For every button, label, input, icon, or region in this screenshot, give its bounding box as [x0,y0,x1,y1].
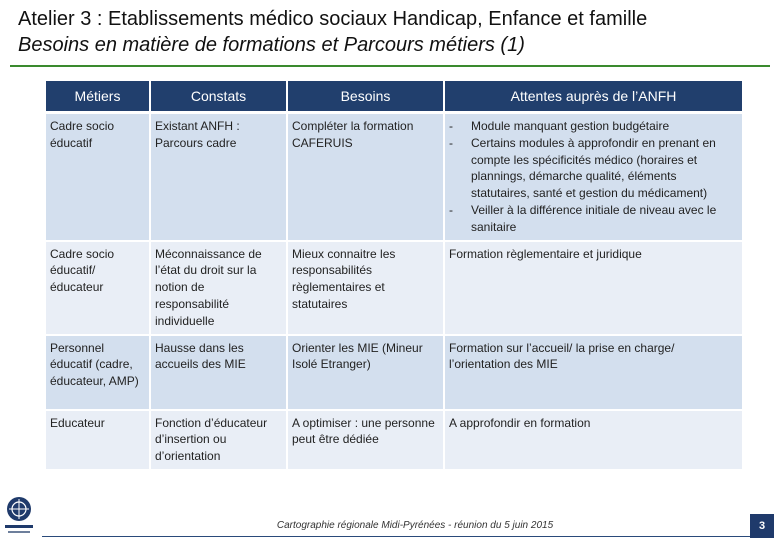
table-row [46,241,742,335]
dash-bullet-icon: - [449,135,453,150]
cell-metier: Cadre socio éducatif [46,113,150,241]
slide-title: Atelier 3 : Etablissements médico sociaux Handicap, Enfance et famille [18,8,648,30]
cell-besoin: A optimiser : une personne peut être dédiée [287,410,444,470]
column-header-metiers: Métiers [46,81,150,113]
cell-attente: Formation sur l’accueil/ la prise en charge/ l’orientation des MIE [444,335,742,410]
cell-metier: Personnel éducatif (cadre, éducateur, AMP) [46,335,150,410]
cell-constat: Fonction d’éducateur d’insertion ou d’orientation [150,410,287,470]
cell-besoin: Compléter la formation CAFERUIS [287,113,444,241]
attentes-bullet-list [449,118,736,236]
cell-attentes [444,113,742,241]
list-item: - Module manquant gestion budgétaire [449,119,670,133]
dash-bullet-icon: - [449,202,453,217]
cell-besoin: Mieux connaitre les responsabilités règlementaires et statutaires [287,241,444,335]
training-needs-table [46,81,742,471]
cell-attente: A approfondir en formation [444,410,742,470]
footer-divider [42,536,770,537]
table-row [46,113,742,241]
cell-constat: Existant ANFH : Parcours cadre [150,113,287,241]
list-item: - Certains modules à approfondir en prenant en compte les spécificités médico (horaires et plannings, démarche qualité, éléments statutaires, santé et gestion du médicament) [449,135,716,201]
list-item: - Veiller à la différence initiale de niveau avec le sanitaire [449,202,717,234]
column-header-besoins: Besoins [287,81,444,113]
cell-metier: Educateur [46,410,150,470]
column-header-constats: Constats [150,81,287,113]
anfh-logo-icon [2,493,36,538]
page-number-badge: 3 [750,514,774,538]
cell-metier: Cadre socio éducatif/ éducateur [46,241,150,335]
training-needs-table-wrap [46,81,742,471]
table-row [46,410,742,470]
table-header-row [46,81,742,113]
slide-subtitle: Besoins en matière de formations et Parcours métiers (1) [18,34,525,56]
column-header-attentes: Attentes auprès de l’ANFH [444,81,742,113]
cell-constat: Hausse dans les accueils des MIE [150,335,287,410]
title-divider [10,65,770,67]
slide-title-block [18,6,768,58]
table-row [46,335,742,410]
cell-attente: Formation règlementaire et juridique [444,241,742,335]
cell-besoin: Orienter les MIE (Mineur Isolé Etranger) [287,335,444,410]
dash-bullet-icon: - [449,119,453,133]
footer-caption: Cartographie régionale Midi-Pyrénées - réunion du 5 juin 2015 [276,520,554,531]
cell-constat: Méconnaissance de l’état du droit sur la notion de responsabilité individuelle [150,241,287,335]
